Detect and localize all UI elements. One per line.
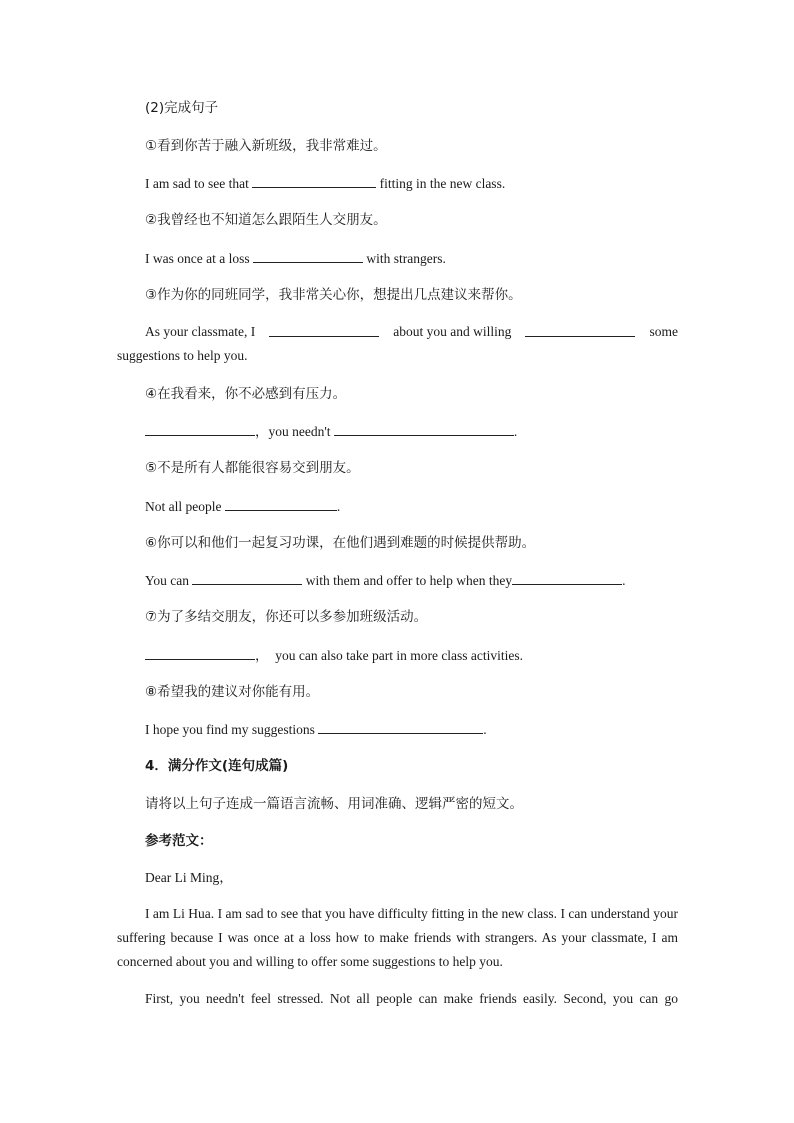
item-2-blank[interactable] <box>253 249 363 263</box>
item-8-text-before: I hope you find my suggestions <box>145 722 315 737</box>
item-5-text-before: Not all people <box>145 499 222 514</box>
item-1-chinese: ①看到你苦于融入新班级，我非常难过。 <box>145 138 387 154</box>
item-4-chinese: ④在我看来，你不必感到有压力。 <box>145 386 347 402</box>
item-5-english <box>145 497 340 516</box>
letter-greeting: Dear Li Ming， <box>145 870 233 885</box>
item-3-text-b: about you and willing <box>393 324 512 339</box>
item-7-text-after: you can also take part in more class activities. <box>275 648 524 663</box>
item-2-chinese: ②我曾经也不知道怎么跟陌生人交朋友。 <box>145 212 387 228</box>
item-1-text-before: I am sad to see that <box>145 176 249 191</box>
item-4-period: . <box>513 424 518 439</box>
item-3-text-c: some <box>649 324 678 339</box>
item-8-period: . <box>483 722 487 737</box>
item-2-text-before: I was once at a loss <box>145 251 250 266</box>
item-2-english <box>145 249 446 268</box>
item-6-chinese: ⑥你可以和他们一起复习功课，在他们遇到难题的时候提供帮助。 <box>145 535 536 551</box>
item-4-blank-1[interactable] <box>145 422 255 436</box>
section-title: (2)完成句子 <box>145 100 219 116</box>
item-6-blank-2[interactable] <box>512 571 622 585</box>
item-7-chinese: ⑦为了多结交朋友，你还可以多参加班级活动。 <box>145 609 428 625</box>
item-3-text-a: As your classmate, I <box>145 324 256 339</box>
task-title: 4．满分作文(连句成篇) <box>145 758 289 774</box>
item-4-english <box>145 422 517 441</box>
item-7-english <box>145 646 523 665</box>
item-3-blank-1[interactable] <box>269 323 379 337</box>
item-6-text-a: You can <box>145 573 190 588</box>
item-5-blank[interactable] <box>225 497 337 511</box>
letter-paragraph-2: First, you needn't feel stressed. Not all people can make friends easily. Second, you can go <box>145 991 678 1006</box>
item-3-blank-2[interactable] <box>525 323 635 337</box>
sample-label: 参考范文： <box>145 833 213 849</box>
item-2-text-after: with strangers. <box>366 251 446 266</box>
item-3-chinese: ③作为你的同班同学，我非常关心你，想提出几点建议来帮你。 <box>145 287 522 303</box>
item-6-blank-1[interactable] <box>192 571 302 585</box>
item-4-blank-2[interactable] <box>334 422 514 436</box>
item-6-text-b: with them and offer to help when they <box>305 573 513 588</box>
item-5-chinese: ⑤不是所有人都能很容易交到朋友。 <box>145 460 360 476</box>
task-instruction: 请将以上句子连成一篇语言流畅、用词准确、逻辑严密的短文。 <box>145 796 523 812</box>
item-5-period: . <box>336 499 341 514</box>
item-8-blank[interactable] <box>318 720 483 734</box>
item-4-text-mid: ，you needn't <box>255 424 331 439</box>
item-7-text-mid: ， <box>255 648 269 663</box>
item-3-english-line2: suggestions to help you. <box>117 348 248 363</box>
item-6-period: . <box>622 573 626 588</box>
item-7-blank[interactable] <box>145 646 255 660</box>
item-6-english <box>145 571 625 590</box>
item-1-text-after: fitting in the new class. <box>379 176 506 191</box>
item-1-english <box>145 174 505 193</box>
item-3-english-line1 <box>145 323 678 341</box>
item-8-chinese: ⑧希望我的建议对你能有用。 <box>145 684 320 700</box>
item-8-english <box>145 720 487 739</box>
item-1-blank[interactable] <box>252 174 376 188</box>
letter-paragraph-1: I am Li Hua. I am sad to see that you have difficulty fitting in the new class. I can understand your suffering because I was once at a loss how to make friends with strangers. As your classmate, I am concerned about you and willing to offer some suggestions to help you. <box>117 906 678 969</box>
